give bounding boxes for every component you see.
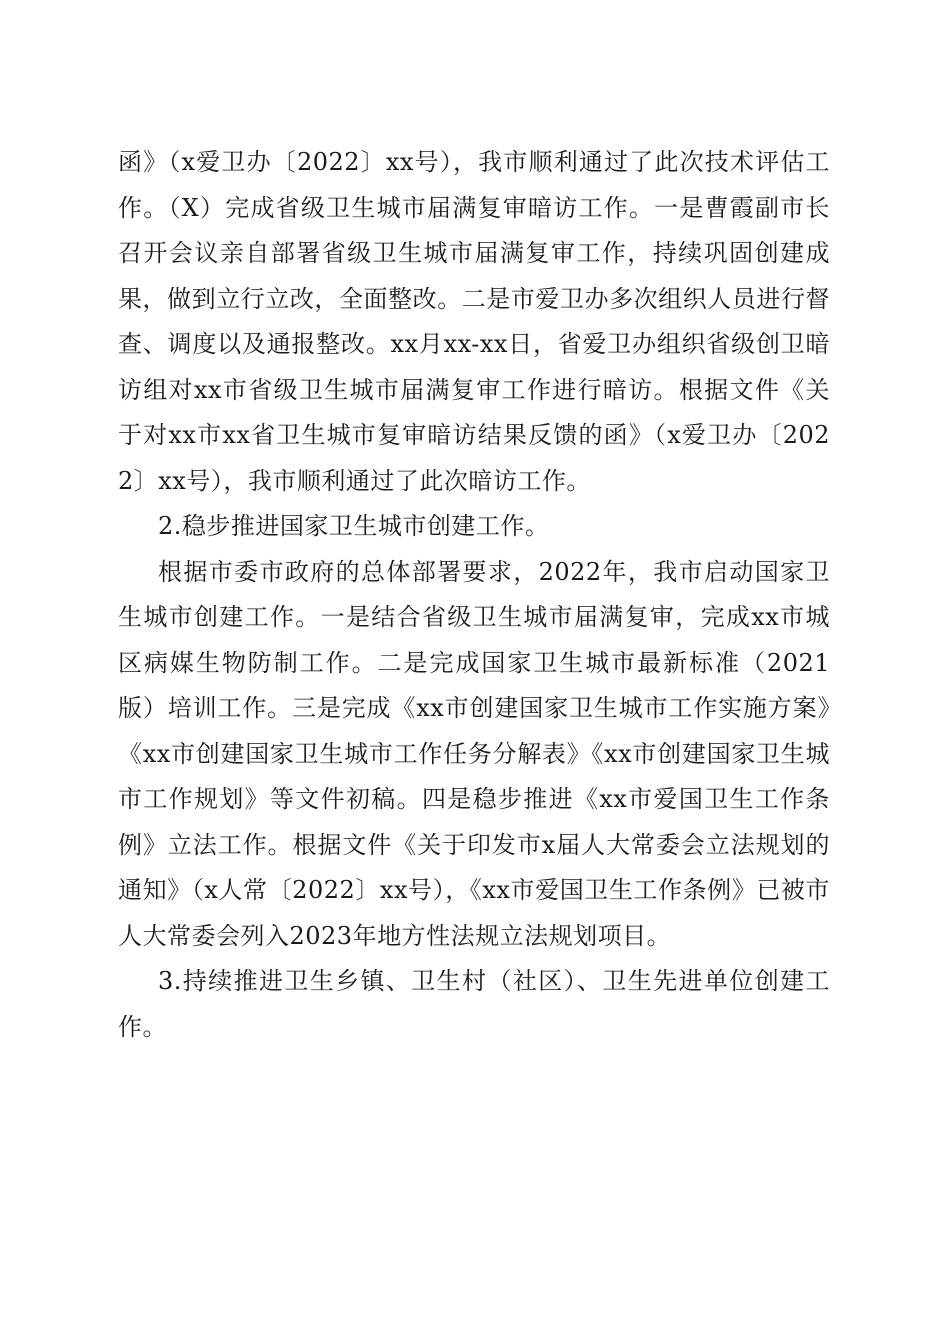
paragraph-continuation: 函》（x爱卫办〔2022〕xx号），我市顺利通过了此次技术评估工作。（X）完成省级卫生城市届满复审暗访工作。一是曹霞副市长召开会议亲自部署省级卫生城市届满复审工作，持续巩固创建成果，做到立行立改，全面整改。二是市爱卫办多次组织人员进行督查、调度以及通报整改。xx月xx-xx日，省爱卫办组织省级创卫暗访组对xx市省级卫生城市届满复审工作进行暗访。根据文件《关于对xx市xx省卫生城市复审暗访结果反馈的函》（x爱卫办〔2022〕xx号），我市顺利通过了此次暗访工作。	[118, 148, 830, 495]
document-body	[118, 140, 830, 1050]
paragraph-section-2: 根据市委市政府的总体部署要求，2022年，我市启动国家卫生城市创建工作。一是结合省级卫生城市届满复审，完成xx市城区病媒生物防制工作。二是完成国家卫生城市最新标准（2021版）培训工作。三是完成《xx市创建国家卫生城市工作实施方案》《xx市创建国家卫生城市工作任务分解表》《xx市创建国家卫生城市工作规划》等文件初稿。四是稳步推进《xx市爱国卫生工作条例》立法工作。根据文件《关于印发市x届人大常委会立法规划的通知》（x人常〔2022〕xx号），《xx市爱国卫生工作条例》已被市人大常委会列入2023年地方性法规立法规划项目。	[118, 557, 830, 950]
section-heading-3: 3.持续推进卫生乡镇、卫生村（社区）、卫生先进单位创建工作。	[118, 967, 830, 1041]
section-heading-2: 2.稳步推进国家卫生城市创建工作。	[158, 512, 550, 540]
